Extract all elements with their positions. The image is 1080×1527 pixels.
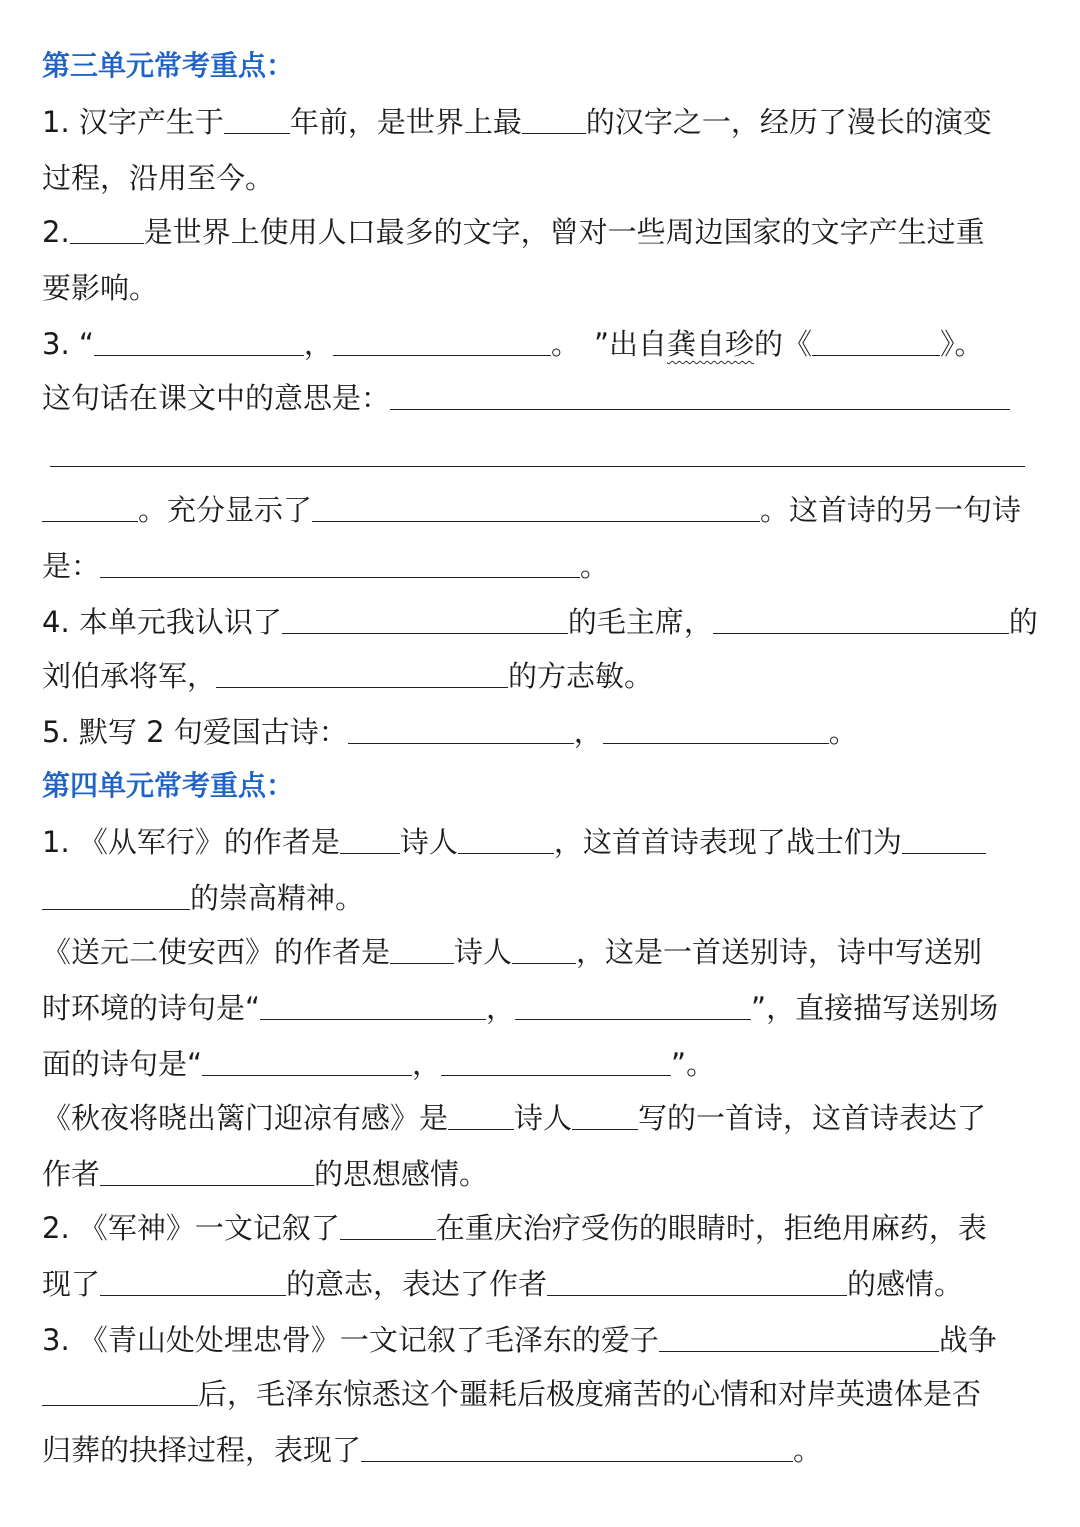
unit4-poem2-line3: 面的诗句是“ ， ”。	[42, 1036, 1038, 1092]
unit4-q2-line2: 现了 的意志，表达了作者 的感情。	[42, 1256, 1038, 1312]
unit4-poem3-line2: 作者 的思想感情。	[42, 1146, 1038, 1202]
unit3-q4-line1: 4. 本单元我认识了 的毛主席， 的	[42, 594, 1038, 650]
blank[interactable]	[458, 815, 554, 854]
blank[interactable]	[902, 815, 986, 854]
blank[interactable]	[361, 1423, 793, 1462]
blank[interactable]	[100, 1147, 314, 1186]
blank[interactable]	[340, 1201, 436, 1240]
blank[interactable]	[224, 95, 290, 134]
unit4-poem2-line2: 时环境的诗句是“ ， ”，直接描写送别场	[42, 980, 1038, 1036]
blank[interactable]	[547, 1257, 847, 1296]
blank[interactable]	[333, 317, 551, 356]
blank[interactable]	[572, 1091, 638, 1130]
blank[interactable]	[812, 317, 940, 356]
blank[interactable]	[603, 705, 829, 744]
blank[interactable]	[100, 1257, 286, 1296]
unit3-q3-line4: 。充分显示了 。这首诗的另一句诗	[42, 482, 1038, 538]
blank[interactable]	[522, 95, 586, 134]
unit4-q2-line1: 2. 《军神》一文记叙了 在重庆治疗受伤的眼睛时，拒绝用麻药，表	[42, 1200, 1038, 1256]
unit4-q1-line1: 1. 《从军行》的作者是 诗人 ，这首首诗表现了战士们为	[42, 814, 1038, 870]
unit3-q2-line2: 要影响。	[42, 271, 159, 305]
blank[interactable]	[659, 1313, 939, 1352]
blank[interactable]	[42, 1367, 198, 1406]
unit4-q1-line2: 的崇高精神。	[42, 870, 1038, 926]
blank[interactable]	[42, 483, 138, 522]
unit3-q3-line5: 是： 。	[42, 538, 1038, 594]
blank[interactable]	[340, 815, 400, 854]
unit4-q3-line1: 3. 《青山处处埋忠骨》一文记叙了毛泽东的爱子 战争	[42, 1312, 1038, 1368]
unit3-q1-line1: 1. 汉字产生于 年前，是世界上最 的汉字之一，经历了漫长的演变	[42, 94, 1038, 150]
blank[interactable]	[348, 705, 574, 744]
blank[interactable]	[216, 649, 508, 688]
blank[interactable]	[390, 371, 1010, 410]
unit4-heading: 第四单元常考重点：	[42, 769, 295, 802]
unit4-q3-line2: 后，毛泽东惊悉这个噩耗后极度痛苦的心情和对岸英遗体是否	[42, 1366, 1038, 1422]
unit3-q3-line2: 这句话在课文中的意思是：	[42, 370, 1038, 426]
blank[interactable]	[70, 205, 144, 244]
blank[interactable]	[282, 595, 568, 634]
unit4-poem2-line1: 《送元二使安西》的作者是 诗人 ，这是一首送别诗，诗中写送别	[42, 924, 1038, 980]
unit3-q1-line2: 过程，沿用至今。	[42, 161, 275, 195]
unit4-q3-line3: 归葬的抉择过程，表现了 。	[42, 1422, 1038, 1478]
unit3-q3-line1: 3. “ ， 。 ”出自龚自珍的《 》。	[42, 316, 1038, 372]
answer-rule[interactable]	[50, 466, 1025, 467]
blank[interactable]	[94, 317, 304, 356]
blank[interactable]	[260, 981, 486, 1020]
blank[interactable]	[312, 483, 760, 522]
blank[interactable]	[42, 871, 190, 910]
blank[interactable]	[390, 925, 454, 964]
blank[interactable]	[441, 1037, 671, 1076]
blank[interactable]	[202, 1037, 412, 1076]
unit3-q2-line1: 2. 是世界上使用人口最多的文字，曾对一些周边国家的文字产生过重	[42, 204, 1038, 260]
blank[interactable]	[515, 981, 751, 1020]
blank[interactable]	[448, 1091, 514, 1130]
unit3-q4-line2: 刘伯承将军， 的方志敏。	[42, 648, 1038, 704]
blank[interactable]	[713, 595, 1009, 634]
unit4-poem3-line1: 《秋夜将晓出篱门迎凉有感》是 诗人 写的一首诗，这首诗表达了	[42, 1090, 1038, 1146]
blank[interactable]	[100, 539, 580, 578]
author-name: 龚自珍	[666, 327, 754, 361]
unit3-q5-line: 5. 默写 2 句爱国古诗： ， 。	[42, 704, 1038, 760]
blank[interactable]	[512, 925, 576, 964]
unit3-heading: 第三单元常考重点：	[42, 49, 295, 82]
